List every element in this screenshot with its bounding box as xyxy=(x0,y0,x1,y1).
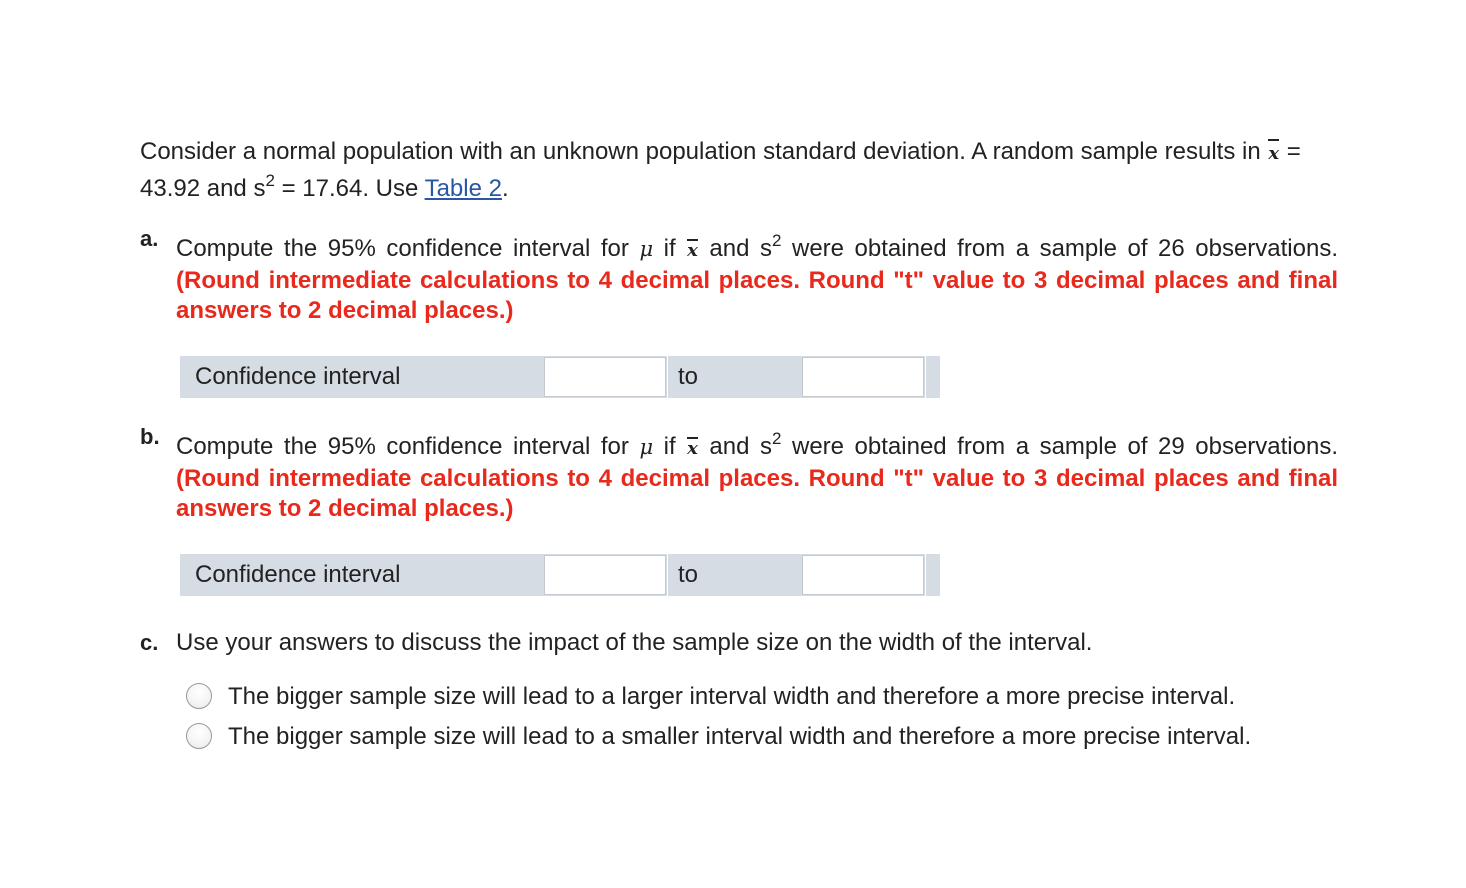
row-end-cell xyxy=(925,356,940,398)
intro-text-2: = 43.92 and s xyxy=(140,138,1301,202)
to-cell xyxy=(667,554,801,596)
part-c-text: Use your answers to discuss the impact of the sample size on the width of the interval. xyxy=(176,629,1093,656)
part-a-text-3: and s xyxy=(698,235,772,262)
part-c xyxy=(140,628,1340,752)
mu-symbol: μ xyxy=(639,435,654,459)
part-b-letter: b. xyxy=(140,424,160,449)
part-b-text-1: Compute the 95% confidence interval for xyxy=(176,433,640,460)
part-a-text-4: were obtained from a sample of 26 observations. xyxy=(781,235,1338,262)
part-b-text-3: and s xyxy=(698,433,772,460)
x-bar-symbol: x xyxy=(1267,136,1280,171)
x-bar-symbol: x xyxy=(686,434,699,464)
part-a-lower-bound-input[interactable] xyxy=(544,357,666,397)
part-c-letter: c. xyxy=(140,630,159,655)
part-a-text-1: Compute the 95% confidence interval for xyxy=(176,235,640,262)
part-a-letter: a. xyxy=(140,226,159,251)
answer-option-2-label: The bigger sample size will lead to a smaller interval width and therefore a more precise interval. xyxy=(228,723,1252,750)
part-b-text-2: if xyxy=(653,433,687,460)
part-a-rounding-instruction: (Round intermediate calculations to 4 decimal places. Round "t" value to 3 decimal places and final answers to 2 decimal places.) xyxy=(176,267,1338,324)
part-b-text-4: were obtained from a sample of 29 observations. xyxy=(781,433,1338,460)
part-b-rounding-instruction: (Round intermediate calculations to 4 decimal places. Round "t" value to 3 decimal places and final answers to 2 decimal places.) xyxy=(176,465,1338,522)
part-b xyxy=(140,424,1340,596)
part-a-upper-bound-input[interactable] xyxy=(802,357,924,397)
intro-text-4: . xyxy=(501,175,509,202)
part-a-question xyxy=(176,230,1338,326)
part-a-text-2: if xyxy=(653,235,687,262)
part-c-question xyxy=(140,628,1340,658)
to-label: to xyxy=(678,363,699,390)
answer-options xyxy=(186,682,1340,752)
mu-symbol: μ xyxy=(639,237,654,261)
to-cell xyxy=(667,356,801,398)
confidence-interval-label: Confidence interval xyxy=(195,363,401,390)
answer-option-2[interactable] xyxy=(186,722,1348,752)
part-b-lower-bound-input[interactable] xyxy=(544,555,666,595)
answer-option-1-label: The bigger sample size will lead to a larger interval width and therefore a more precise interval. xyxy=(228,683,1236,710)
intro-text-1: Consider a normal population with an unknown population standard deviation. A random sample results in xyxy=(140,138,1268,165)
question-content xyxy=(140,134,1340,762)
intro-text-3: = 17.64. Use xyxy=(274,175,425,202)
part-b-confidence-interval-row xyxy=(180,554,940,596)
superscript-2: 2 xyxy=(772,230,782,250)
superscript-2: 2 xyxy=(265,170,275,190)
row-end-cell xyxy=(925,554,940,596)
x-bar-symbol: x xyxy=(686,236,699,266)
question-intro xyxy=(140,134,1340,206)
table-2-link[interactable]: Table 2 xyxy=(424,175,502,202)
part-b-upper-bound-input[interactable] xyxy=(802,555,924,595)
to-label: to xyxy=(678,561,699,588)
radio-button-1[interactable] xyxy=(186,683,212,709)
part-b-question xyxy=(176,428,1338,524)
superscript-2: 2 xyxy=(772,428,782,448)
part-a xyxy=(140,226,1340,398)
radio-button-2[interactable] xyxy=(186,723,212,749)
part-a-confidence-interval-row xyxy=(180,356,940,398)
confidence-interval-label: Confidence interval xyxy=(195,561,401,588)
answer-option-1[interactable] xyxy=(186,682,1348,712)
